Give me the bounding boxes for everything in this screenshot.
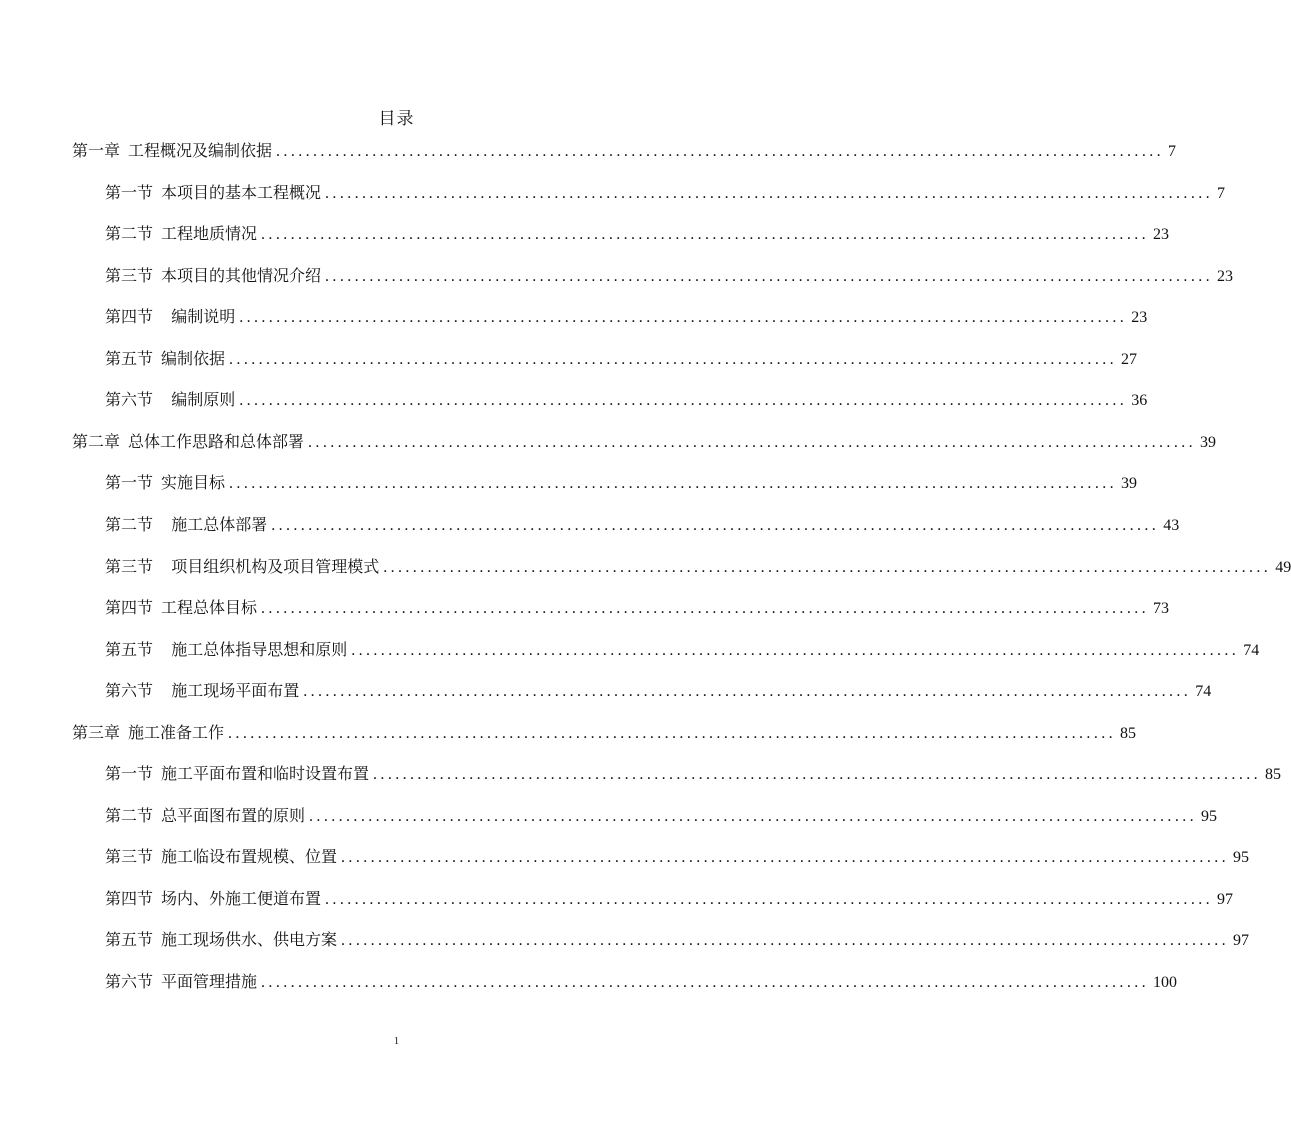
toc-entry-title: 本项目的基本工程概况 [161,182,322,202]
toc-entry-section[interactable] [105,180,1226,204]
toc-entry-text [105,263,321,286]
toc-entry-page: 39 [1121,475,1138,493]
toc-entry-page: 85 [1265,766,1282,784]
toc-leader-dots: ........................................................................................................................ [261,226,1150,244]
toc-leader-dots: ........................................................................................................................ [261,600,1150,618]
toc-entry-title: 编制依据 [161,348,226,368]
toc-entry-title: 场内、外施工便道布置 [161,888,322,908]
toc-entry-section[interactable] [105,221,1170,245]
toc-leader-dots: ........................................................................................................................ [341,932,1230,950]
toc-entry-section[interactable] [105,263,1234,287]
toc-entry-text [105,803,305,826]
toc-leader-dots: ........................................................................................................................ [325,890,1214,908]
toc-entry-label: 第一章 [72,141,121,160]
toc-leader-dots: ........................................................................................................................ [308,433,1197,451]
toc-entry-text [105,969,257,992]
toc-entry-section[interactable] [105,803,1218,827]
toc-entry-title: 总体工作思路和总体部署 [128,431,305,451]
toc-entry-label: 第三节 [105,556,154,576]
toc-entry-title: 施工临设布置规模、位置 [161,847,338,867]
toc-entry-label: 第二节 [105,514,154,534]
toc-entry-label: 第一节 [105,473,154,493]
toc-entry-page: 49 [1275,558,1291,576]
toc-entry-label: 第六节 [105,972,154,991]
toc-entry-page: 73 [1153,600,1170,618]
toc-entry-section[interactable] [105,886,1234,910]
toc-entry-section[interactable] [105,595,1170,619]
toc-title: 目录 [378,109,415,129]
toc-entry-label: 第一节 [105,764,154,784]
toc-leader-dots: ........................................................................................................................ [271,516,1160,534]
toc-entry-text [105,844,337,867]
toc-entry-section[interactable] [105,637,1260,661]
toc-entry-page: 7 [1217,184,1226,202]
toc-entry-text [105,554,379,577]
toc-entry-text [72,720,224,743]
toc-leader-dots: ........................................................................................................................ [383,558,1272,576]
toc-entry-chapter[interactable] [72,138,1177,162]
toc-entry-title: 施工现场平面布置 [161,681,300,701]
toc-leader-dots: ........................................................................................................................ [325,184,1214,202]
toc-entry-text [105,886,321,909]
toc-entry-label: 第二章 [72,431,121,451]
toc-entry-page: 97 [1233,932,1250,950]
toc-entry-title: 工程概况及编制依据 [128,141,273,160]
toc-entry-title: 项目组织机构及项目管理模式 [161,556,380,576]
toc-entry-text [105,761,369,784]
toc-leader-dots: ........................................................................................................................ [351,641,1240,659]
toc-entry-text [105,678,299,701]
toc-entry-chapter[interactable] [72,720,1137,744]
toc-entry-text [105,387,235,410]
page-number: 1 [394,1036,399,1047]
toc-entry-label: 第二节 [105,805,154,825]
toc-entry-chapter[interactable] [72,429,1217,453]
toc-entry-title: 工程地质情况 [161,224,258,244]
toc-entry-page: 95 [1233,849,1250,867]
toc-entry-page: 74 [1195,683,1212,701]
toc-leader-dots: ........................................................................................................................ [325,267,1214,285]
toc-entry-label: 第六节 [105,390,154,410]
toc-entry-text [105,637,347,660]
toc-entry-text [105,512,267,535]
toc-entry-page: 23 [1131,309,1148,327]
toc-entry-text [72,429,304,452]
toc-entry-label: 第三章 [72,722,121,742]
toc-entry-title: 本项目的其他情况介绍 [161,265,322,285]
toc-leader-dots: ........................................................................................................................ [303,683,1192,701]
toc-entry-label: 第三节 [105,265,154,285]
toc-entry-title: 施工总体部署 [161,514,268,534]
toc-entry-text [105,346,225,369]
toc-entry-text [105,595,257,618]
toc-entry-section[interactable] [105,678,1212,702]
toc-entry-section[interactable] [105,844,1250,868]
toc-entry-section[interactable] [105,470,1138,494]
toc-leader-dots: ........................................................................................................................ [229,350,1118,368]
toc-entry-section[interactable] [105,969,1178,993]
toc-entry-text [105,221,257,244]
toc-leader-dots: ........................................................................................................................ [228,724,1117,742]
toc-entry-page: 39 [1200,433,1217,451]
toc-entry-text [105,927,337,950]
toc-leader-dots: ........................................................................................................................ [373,766,1262,784]
toc-entry-label: 第四节 [105,888,154,908]
toc-entry-text [105,304,235,327]
toc-entry-section[interactable] [105,346,1138,370]
toc-entry-page: 36 [1131,392,1148,410]
toc-entry-section[interactable] [105,927,1250,951]
toc-entry-section[interactable] [105,554,1291,578]
toc-entry-title: 施工总体指导思想和原则 [161,639,348,659]
toc-entry-text [105,470,225,493]
toc-entry-title: 总平面图布置的原则 [161,805,306,825]
toc-entry-label: 第二节 [105,224,154,244]
toc-entry-page: 23 [1217,267,1234,285]
toc-entry-page: 85 [1120,724,1137,742]
toc-entry-page: 43 [1163,516,1180,534]
toc-entry-title: 施工平面布置和临时设置布置 [161,764,370,784]
toc-entry-title: 平面管理措施 [161,972,258,991]
toc-leader-dots: ........................................................................................................................ [261,974,1150,991]
toc-entry-text [105,180,321,203]
toc-entry-label: 第五节 [105,639,154,659]
toc-entry-page: 27 [1121,350,1138,368]
toc-entry-section[interactable] [105,387,1148,411]
toc-entry-title: 编制原则 [161,390,236,410]
toc-entry-label: 第三节 [105,847,154,867]
toc-entry-label: 第四节 [105,598,154,618]
toc-entry-page: 97 [1217,890,1234,908]
toc-leader-dots: ........................................................................................................................ [239,309,1128,327]
toc-entry-title: 编制说明 [161,307,236,327]
toc-entry-label: 第一节 [105,182,154,202]
toc-entry-label: 第五节 [105,930,154,950]
toc-entry-page: 74 [1243,641,1260,659]
toc-leader-dots: ........................................................................................................................ [341,849,1230,867]
toc-entry-title: 施工准备工作 [128,722,225,742]
toc-entry-page: 7 [1168,143,1177,160]
toc-entry-label: 第六节 [105,681,154,701]
toc-leader-dots: ........................................................................................................................ [309,807,1198,825]
toc-entry-page: 95 [1201,807,1218,825]
toc-entry-label: 第五节 [105,348,154,368]
toc-entry-text [72,138,272,161]
toc-leader-dots: ........................................................................................................................ [229,475,1118,493]
toc-entry-title: 施工现场供水、供电方案 [161,930,338,950]
toc-entry-title: 工程总体目标 [161,598,258,618]
toc-entry-section[interactable] [105,512,1180,536]
toc-leader-dots: ........................................................................................................................ [239,392,1128,410]
toc-entry-section[interactable] [105,304,1148,328]
toc-leader-dots: ........................................................................................................................ [276,143,1165,160]
toc-entry-title: 实施目标 [161,473,226,493]
toc-entry-label: 第四节 [105,307,154,327]
toc-entry-page: 100 [1153,974,1178,991]
toc-entry-page: 23 [1153,226,1170,244]
toc-entry-section[interactable] [105,761,1282,785]
